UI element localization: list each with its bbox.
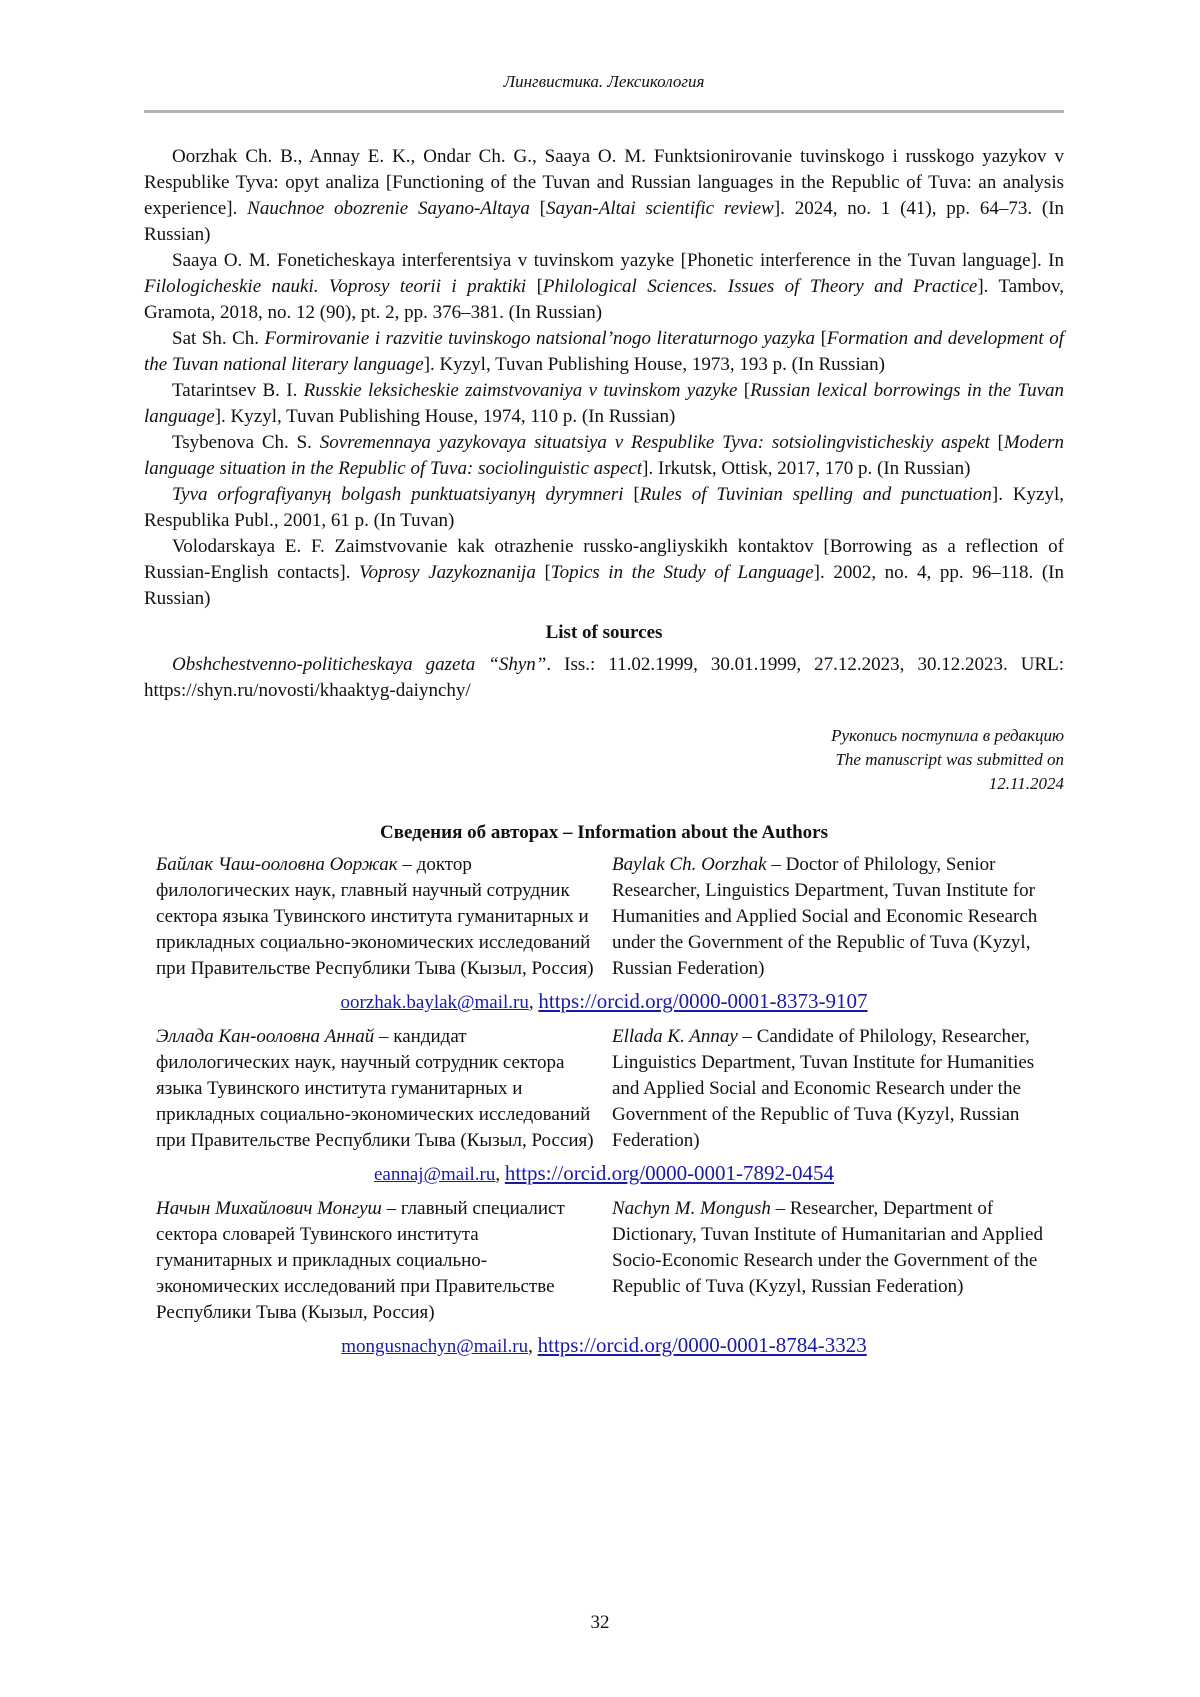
author-en-column [612,852,1052,982]
author-ru-name: Эллада Кан-ооловна Аннай [156,1026,375,1047]
reference-text: ]. Tambov, Gramota, 2018, no. 12 (90), pt. 2, pp. 376–381. (In Russian) [144,276,1064,323]
reference-text: Saaya O. M. Foneticheskaya interferentsiya v tuvinskom yazyke [Phonetic interference in the Tuvan language]. In [172,250,1064,271]
reference-item [144,326,1064,378]
reference-text: Oorzhak Ch. B., Annay E. K., Ondar Ch. G., Saaya O. M. Funktsionirovanie tuvinskogo i russkogo yazykov v Respublike Tyva: opyt analiza [Functioning of the Tuvan and Russian languages in the Republic of Tuva: an analysis experience]. [144,146,1064,219]
reference-item [144,378,1064,430]
submission-note [144,724,1064,796]
reference-text: [ [529,198,546,219]
email-link[interactable]: mongusnachyn@mail.ru [341,1336,529,1357]
header-rule [144,110,1064,113]
author-en-description: – Researcher, Department of Dictionary, Tuvan Institute of Humanitarian and Applied Socio-Economic Research under the Government of the Republic of Tuva (Kyzyl, Russian Federation) [612,1198,1043,1297]
author-block [144,852,1064,982]
email-link[interactable]: eannaj@mail.ru [373,1164,496,1185]
reference-italic-translation: Philological Sciences. Issues of Theory and Practice [542,276,978,297]
reference-italic-title: Sovremennaya yazykovaya situatsiya v Respublike Tyva: sotsiolingvisticheskiy aspekt [319,432,990,453]
source-italic-title: Obshchestvenno-politicheskaya gazeta “Shyn” [172,654,547,675]
article-body [144,144,1064,1368]
reference-text: [ [989,432,1004,453]
reference-italic-translation: Modern language situation in the Republic of Tuva: sociolinguistic aspect [144,432,1064,479]
reference-italic-title: Tyva orfografiyanyӊ bolgash punktuatsiyanyӊ dyrymneri [172,484,624,505]
reference-text: Tatarintsev B. I. [172,380,304,401]
reference-text: Volodarskaya E. F. Zaimstvovanie kak otrazhenie russko-angliyskikh kontaktov [Borrowing as a reflection of Russian-English contacts]. [144,536,1064,583]
page-number: 32 [590,1612,610,1633]
author-ru-description: – доктор филологических наук, главный научный сотрудник сектора языка Тувинского института гуманитарных и прикладных социально-экономических исследований при Правительстве Республики Тыва (Кызыл, Россия) [156,854,594,979]
author-en-description: – Candidate of Philology, Researcher, Linguistics Department, Tuvan Institute for Humanities and Applied Social and Economic Research under the Government of the Republic of Tuva (Kyzyl, Russian Federation) [612,1026,1035,1151]
submission-ru: Рукопись поступила в редакцию [831,726,1064,745]
author-contacts [144,1160,1064,1188]
author-ru-description: – кандидат филологических наук, научный сотрудник сектора языка Тувинского института гуманитарных и прикладных социально-экономических исследований при Правительстве Республики Тыва (Кызыл, Россия) [156,1026,594,1151]
reference-list [144,144,1064,612]
reference-text: ]. Kyzyl, Respublika Publ., 2001, 61 p. (In Tuvan) [144,484,1065,531]
submission-en: The manuscript was submitted on [835,750,1064,769]
author-ru-description: – главный специалист сектора словарей Тувинского института гуманитарных и прикладных социально-экономических исследований при Правительстве Республики Тыва (Кызыл, Россия) [156,1198,565,1323]
author-en-name: Nachyn M. Mongush [612,1198,771,1219]
author-block [144,1024,1064,1154]
source-item [144,652,1064,704]
reference-text: ]. Irkutsk, Ottisk, 2017, 170 p. (In Russian) [642,458,971,479]
reference-text: [ [815,328,827,349]
reference-text: Sat Sh. Ch. [172,328,265,349]
reference-italic-title: Russkie leksicheskie zaimstvovaniya v tuvinskom yazyke [303,380,738,401]
author-ru-name: Начын Михайлович Монгуш [156,1198,382,1219]
reference-text: [ [623,484,640,505]
reference-text: Tsybenova Ch. S. [172,432,320,453]
reference-italic-title: Voprosy Jazykoznanija [359,562,536,583]
author-en-column [612,1024,1052,1154]
email-link[interactable]: oorzhak.baylak@mail.ru [340,992,529,1013]
running-title: Лингвистика. Лексикология [503,72,705,91]
author-ru-column [156,1024,596,1154]
reference-text: ]. Kyzyl, Tuvan Publishing House, 1973, 193 p. (In Russian) [423,354,885,375]
reference-item [144,482,1064,534]
author-en-name: Baylak Ch. Oorzhak [612,854,767,875]
author-en-description: – Doctor of Philology, Senior Researcher, Linguistics Department, Tuvan Institute for Humanities and Applied Social and Economic Research under the Government of the Republic of Tuva (Kyzyl, Russian Federation) [612,854,1038,979]
reference-italic-translation: Russian lexical borrowings in the Tuvan language [144,380,1064,427]
reference-italic-translation: Sayan-Altai scientific review [546,198,774,219]
reference-text: ]. 2024, no. 1 (41), pp. 64–73. (In Russian) [144,198,1065,245]
author-ru-column [156,852,596,982]
reference-text: ]. 2002, no. 4, pp. 96–118. (In Russian) [144,562,1064,609]
author-ru-column [156,1196,596,1326]
reference-italic-translation: Topics in the Study of Language [550,562,814,583]
reference-item [144,430,1064,482]
orcid-link[interactable]: https://orcid.org/0000-0001-8784-3323 [537,1333,867,1357]
author-en-column [612,1196,1052,1326]
reference-italic-title: Formirovanie i razvitie tuvinskogo natsional’nogo literaturnogo yazyka [264,328,816,349]
contact-separator: , [528,1336,538,1357]
author-block [144,1196,1064,1326]
reference-item [144,144,1064,248]
contact-separator: , [495,1164,505,1185]
orcid-link[interactable]: https://orcid.org/0000-0001-7892-0454 [504,1161,835,1185]
author-ru-name: Байлак Чаш-ооловна Ооржак [156,854,398,875]
reference-italic-translation: Formation and development of the Tuvan national literary language [144,328,1064,375]
author-contacts [144,988,1064,1016]
author-en-name: Ellada K. Annay [612,1026,738,1047]
reference-text: ]. Kyzyl, Tuvan Publishing House, 1974, 110 p. (In Russian) [214,406,676,427]
reference-item [144,534,1064,612]
authors-heading: Сведения об авторах – Information about the Authors [379,822,829,843]
author-contacts [144,1332,1064,1360]
sources-heading: List of sources [545,622,663,643]
reference-text: [ [737,380,751,401]
reference-text: [ [526,276,543,297]
reference-italic-translation: Rules of Tuvinian spelling and punctuation [639,484,992,505]
source-text: . Iss.: 11.02.1999, 30.01.1999, 27.12.2023, 30.12.2023. URL: https://shyn.ru/novosti/khaaktyg-daiynchy/ [144,654,1065,701]
orcid-link[interactable]: https://orcid.org/0000-0001-8373-9107 [538,989,868,1013]
reference-item [144,248,1064,326]
contact-separator: , [528,992,539,1013]
reference-text: [ [535,562,551,583]
reference-italic-title: Nauchnoe obozrenie Sayano-Altaya [247,198,530,219]
submission-date: 12.11.2024 [988,774,1064,793]
reference-italic-title: Filologicheskie nauki. Voprosy teorii i praktiki [144,276,527,297]
